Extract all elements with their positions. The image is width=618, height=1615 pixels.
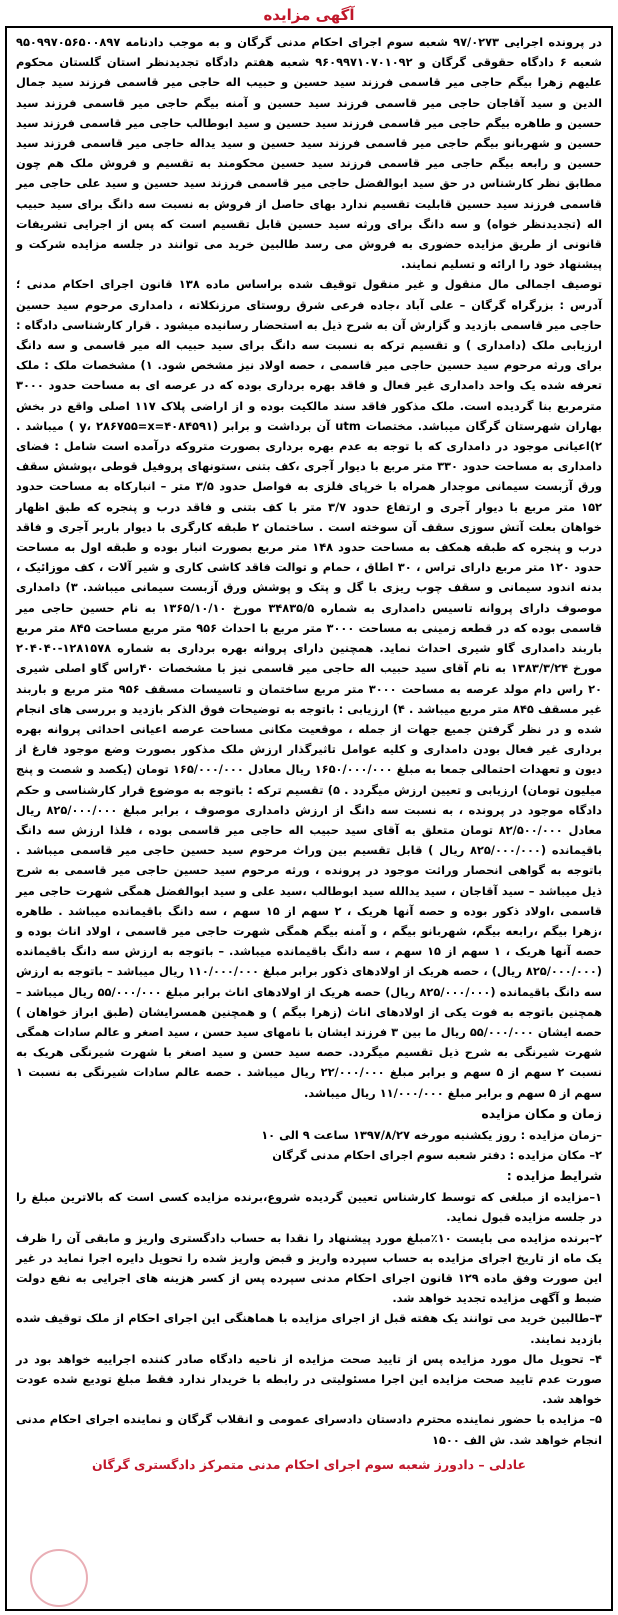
time-place-heading: زمان و مکان مزایده [481,1105,602,1121]
notice-body [8,26,610,1476]
title-bar [8,4,610,26]
condition-item: ۲–برنده مزایده می بایست ۱۰٪مبلغ مورد پیشنهاد را نقدا به حساب دادگستری واریز و مابقی آن را ظرف یک ماه از تاریخ اجرای مزایده به حساب سپرده واریز و قبض واریز شده را تحویل دایره اجرا نماید در غیر این صورت وفق ماده ۱۲۹ قانون اجرای احکام مدنی سپرده پس از کسر هزینه های اجرایی به نفع دولت ضبط و آگهی مزایده تجدید خواهد شد. [16,1230,603,1306]
condition-item: ۱–مزایده از مبلغی که توسط کارشناس تعیین گردیده شروع،برنده مزایده کسی است که بالاترین مبلغ را در جلسه مزایده قبول نماید. [16,1190,602,1225]
notice-title: آگهی مزایده [253,4,364,26]
condition-item: ۳–طالبین خرید می توانند یک هفته قبل از اجرای مزایده با هماهنگی این اجرای احکام از ملک توقیف شده بازدید نمایند. [16,1311,602,1346]
conditions-heading: شرایط مزایده : [506,1168,602,1184]
auction-place: ۲– مکان مزایده : دفتر شعبه سوم اجرای احکام مدنی گرگان [272,1147,602,1162]
description-paragraph: توصیف اجمالی مال منقول و غیر منقول توقیف شده براساس ماده ۱۳۸ قانون اجرای احکام مدنی ؛ آدرس : بزرگراه گرگان – علی آباد ،جاده فرعی شرق روستای مرزنکلاته ، دامداری مرحوم سید حسین حاجی میر قاسمی بازدید و گزارش آن به شرح ذیل به استحضار رسانیده میشود . قرار کارشناسی دادگاه : ارزیابی ملک (دامداری ) و تقسیم ترکه به نسبت سه دانگ برای سید حبیب اله میر قاسمی و سه دانگ برای ورثه مرحوم سید حسین حاجی میر قاسمی ، حصه اولاد نیز مشخص شود. ۱) مشخصات ملک : ملک تعرفه شده یک واحد دامداری غیر فعال و فاقد بهره برداری بوده که در عرصه ای به مساحت حدود ۳۰۰۰ مترمربع بنا گردیده است. ملک مذکور فاقد سند مالکیت بوده و از اراضی پلاک ۱۱۷ اصلی واقع در بخش بهاران شهرستان گرگان میباشد. مختصات utm آن برداشت و برابر (۴۰۸۴۵۹۱=y، ۲۸۶۷۵۵=x ) میباشد . ۲)اعیانی موجود در دامداری که با توجه به عدم بهره برداری بصورت متروکه درآمده است شامل : فضای دامداری به مساحت حدود ۳۳۰ متر مربع با دیوار آجری ،کف بتنی ،ستونهای پروفیل قوطی ،پوشش سقف ورق آزبست سیمانی موجدار همراه با خرپای فلزی به فواصل حدود ۳/۵ متر – انبارکاه به مساحت حدود ۱۵۲ متر مربع با دیوار آجری و ارتفاع حدود ۳/۷ متر با کف بتنی و فاقد درب و پنجره که طبق اظهار خواهان بعلت آتش سوزی سقف آن سوخته است . ساختمان ۲ طبقه کارگری با دیوار باربر آجری و فاقد درب و پنجره که طبقه همکف به مساحت حدود ۱۴۸ متر مربع بصورت انبار بوده و طبقه اول به مساحت حدود ۱۲۰ متر مربع دارای تراس ، ۳۰ اطاق ، حمام و توالت فاقد کاشی کاری و شیر آلات ، کف موزائیک ، بدنه اندود سیمانی و سقف چوب ریزی با گل و پتک و پوشش ورق آزبست سیمانی میباشد. ۳) دامداری موصوف دارای پروانه تاسیس دامداری به شماره ۳۴۸۳۵/۵ مورخ ۱۳۶۵/۱۰/۱۰ به نام حسین حاجی میر قاسمی بوده که در قطعه زمینی به مساحت ۳۰۰۰ متر مربع با احداث ۹۵۶ متر مربع مساحت ۸۴۵ متر مربع باربند دامداری گاو شیری احداث نماید. همچنین دارای پروانه بهره برداری به شماره ۱۲۸۱۵۷۸-۲۰۴۰۴۰ مورخ ۱۳۸۳/۳/۲۴ به نام آقای سید حبیب اله حاجی میر قاسمی نیز با مشخصات ۴۰راس گاو اصلی شیری ۲۰ راس دام مولد عرصه به مساحت ۳۰۰۰ متر مربع ساختمان و تاسیسات مسقف ۹۵۶ متر مربع و باربند غیر مسقف ۸۴۵ متر مربع میباشد . ۴) ارزیابی : باتوجه به توضیحات فوق الذکر بازدید و بررسی های انجام شده و در نظر گرفتن جمیع جهات از جمله ، موقعیت مکانی مساحت عرصه اعیانی احداثی پروانه بهره برداری غیر فعال بودن دامداری و کلیه عوامل تاثیرگذار ارزش ملک مذکور بصورت وضع موجود فارغ از دیون و تعهدات احتمالی جمعا به مبلغ ۱۶۵۰/۰۰۰/۰۰۰ ریال معادل ۱۶۵/۰۰۰/۰۰۰ تومان (یکصد و شصت و پنج میلیون تومان) ارزیابی و تعیین ارزش میگردد . ۵) تقسیم ترکه : باتوجه به موضوع قرار کارشناسی و حکم دادگاه موجود در پرونده ، به نسبت سه دانگ از ارزش دامداری موصوف ، برابر مبلغ ۸۲۵/۰۰۰/۰۰۰ ریال معادل ۸۲/۵۰۰/۰۰۰ تومان متعلق به آقای سید حبیب اله حاجی میر قاسمی بوده ، فلذا ارزش سه دانگ باقیمانده (۸۲۵/۰۰۰/۰۰۰ ریال ) قابل تقسیم بین وراث مرحوم سید حسین حاجی میر قاسمی میباشد . باتوجه به گواهی انحصار وراثت موجود در پرونده ، ورثه مرحوم سید حسین حاجی میر قاسمی به شرح ذیل میباشد – سید آقاجان ، سید یدالله سید ابوطالب ،سید علی و سید ابوالفضل همگی شهرت حاجی میر قاسمی ،اولاد ذکور بوده و حصه آنها هریک ، ۲ سهم از ۱۵ سهم ، سه دانگ باقیمانده میباشد . طاهره ،زهرا بیگم ،رابعه بیگم، شهربانو بیگم ، و آمنه بیگم همگی شهرت حاجی میر قاسمی ، اولاد اناث بوده و حصه آنها هریک ، ۱ سهم از ۱۵ سهم ، سه دانگ باقیمانده میباشد. – باتوجه به ارزش سه دانگ باقیمانده (۸۲۵/۰۰۰/۰۰۰ ریال) ، حصه هریک از اولادهای ذکور برابر مبلغ ۱۱۰/۰۰۰/۰۰۰ ریال میباشد – باتوجه به ارزش سه دانگ باقیمانده (۸۲۵/۰۰۰/۰۰۰ ریال) حصه هریک از اولادهای اناث برابر مبلغ ۵۵/۰۰۰/۰۰۰ ریال میباشد – همچنین باتوجه به فوت یکی از اولادهای اناث (زهرا بیگم ) و همچنین همسرایشان (طبق ابراز خواهان ) حصه ایشان ۵۵/۰۰۰/۰۰۰ ریال ما بین ۳ فرزند ایشان با نامهای سید حسن ، سید اصغر و عالم سادات همگی شهرت شیرنگی به شرح ذیل تقسیم میگردد. حصه سید حسن و سید اصغر با شهرت شیرنگی هریک به نسبت ۲ سهم از ۵ سهم و برابر مبلغ ۲۲/۰۰۰/۰۰۰ ریال میباشد . حصه عالم سادات شیرنگی به نسبت ۱ سهم از ۵ سهم و برابر مبلغ ۱۱/۰۰۰/۰۰۰ ریال میباشد. [16,277,603,1100]
condition-item: ۵– مزایده با حضور نماینده محترم دادستان دادسرای عمومی و انقلاب گرگان و نماینده اجرای احکام مدنی انجام خواهد شد. ش الف ۱۵۰۰ [16,1412,602,1447]
auction-time: –زمان مزایده : روز یکشنبه مورخه ۱۳۹۷/۸/۲۷ ساعت ۹ الی ۱۰ [261,1127,602,1142]
intro-paragraph: در پرونده اجرایی ۹۷/۰۲۷۳ شعبه سوم اجرای احکام مدنی گرگان و به موجب دادنامه ۹۵۰۹۹۷۰۵۶۵۰۰۸۹۷ شعبه ۶ دادگاه حقوقی گرگان و ۹۶۰۹۹۷۱۰۷۰۱۰۹۲ شعبه هفتم دادگاه تجدیدنظر استان گلستان محکوم علیهم زهرا بیگم حاجی میر قاسمی فرزند سید حسین و حبیب اله حاجی میر قاسمی فرزند سید جمال الدین و سید آقاجان حاجی میر قاسمی فرزند سید حسین و آمنه بیگم حاجی میر قاسمی فرزند سید حسین و طاهره بیگم حاجی میر قاسمی فرزند سید حسین و سید ابوطالب حاجی میر قاسمی فرزند سید حسین و شهربانو بیگم حاجی میر قاسمی فرزند سید حسین و سید یداله حاجی میر قاسمی فرزند سید حسین و رابعه بیگم حاجی میر قاسمی فرزند سید حسین محکومند به تقسیم و فروش ملک هم چون مطابق نظر کارشناس در حق سید ابوالفضل حاجی میر قاسمی فرزند سید حسین و سید علی حاجی میر قاسمی فرزند سید حسین قابلیت تقسیم ندارد بهای حاصل از فروش به نسبت سه دانگ برای سید حبیب اله (تجدیدنظر خواه) و سه دانگ برای ورثه سید حسین قابل تقسیم است که پس از اجرایی تشریفات قانونی از طریق مزایده حضوری به فروش می رسد طالبین خرید می توانند در جلسه مزایده شرکت و پیشنهاد خود را ارائه و تسلیم نمایند. [16,35,603,272]
signature-line: عادلی – دادورز شعبه سوم اجرای احکام مدنی متمرکز دادگستری گرگان [91,1456,527,1472]
condition-item: ۴– تحویل مال مورد مزایده پس از تایید صحت مزایده از ناحیه دادگاه صادر کننده اجراییه خواهد بود در صورت عدم تایید صحت مزایده این اجرا مسئولیتی در رابطه با خریدار ندارد فقط مبلغ تودیع شده عودت خواهد شد. [16,1351,602,1407]
official-stamp [30,1549,88,1607]
